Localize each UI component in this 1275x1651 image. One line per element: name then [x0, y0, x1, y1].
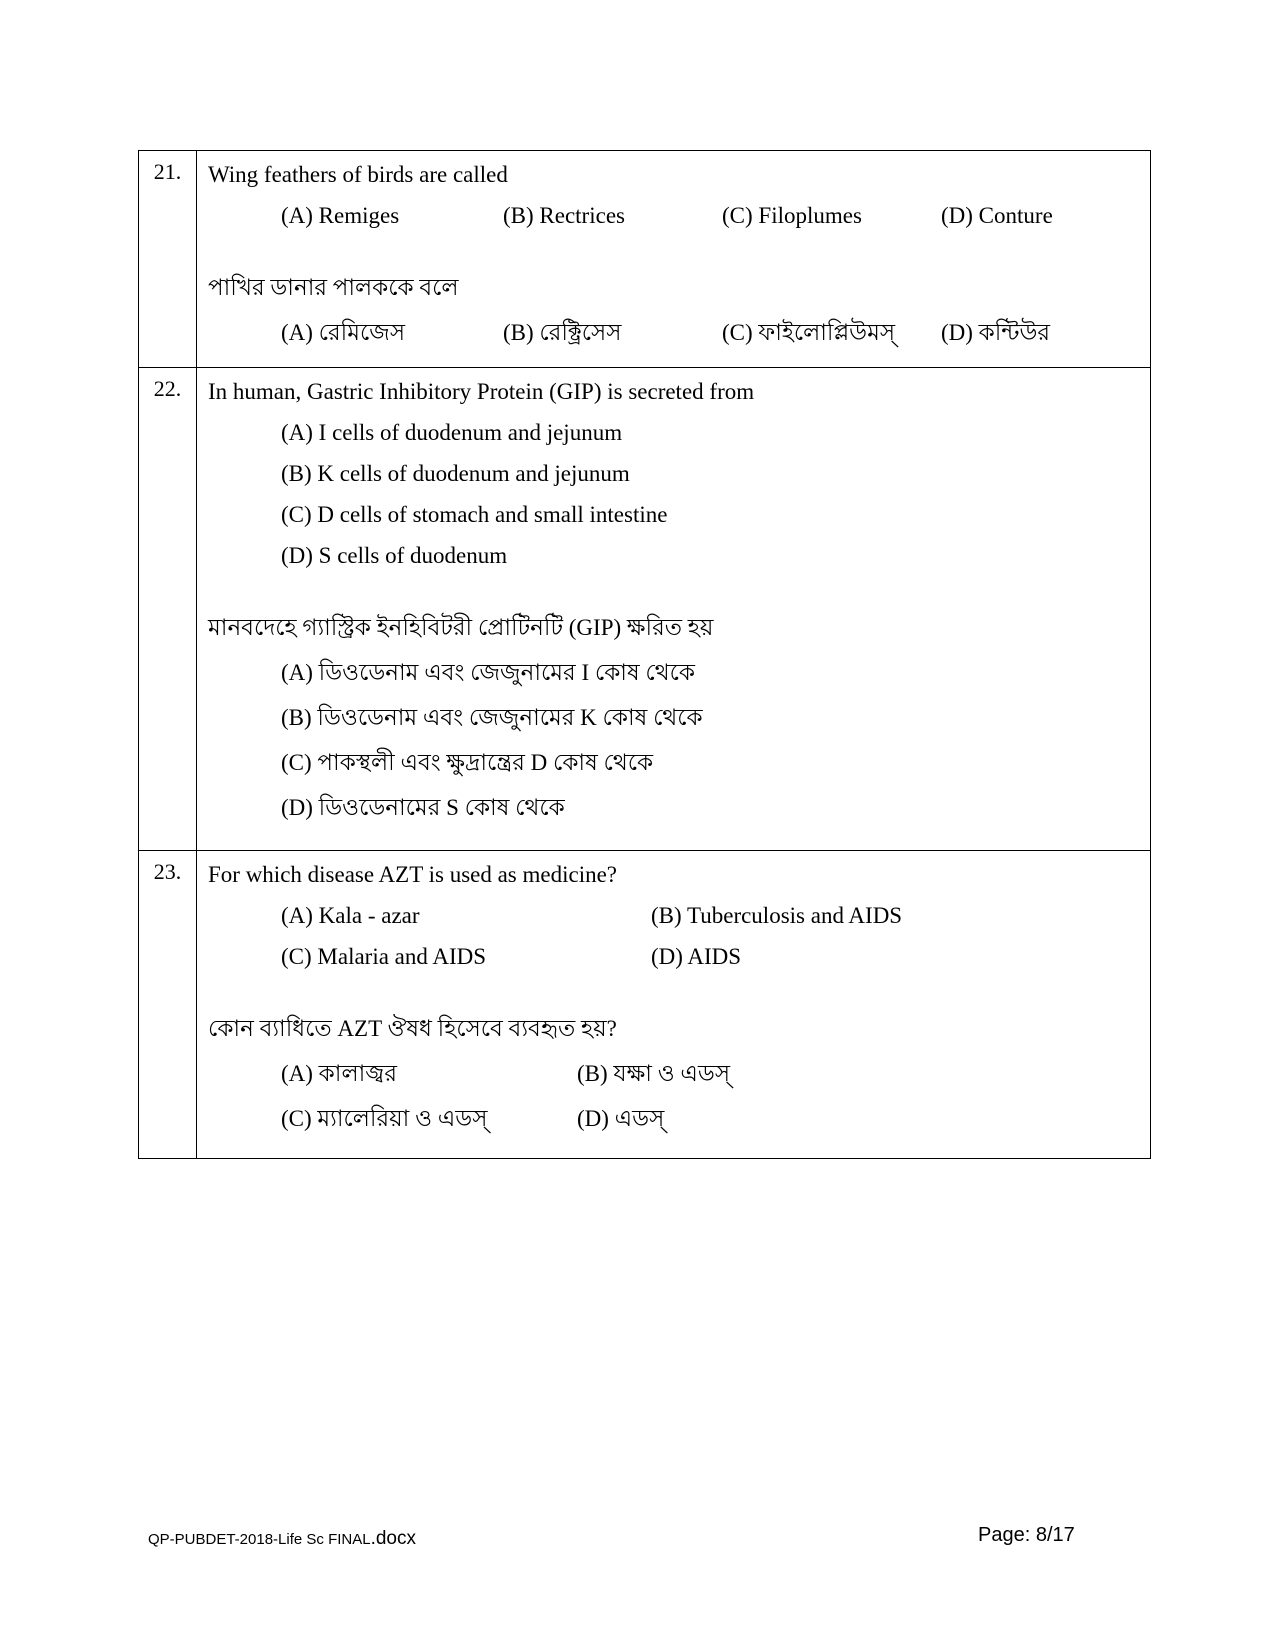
option-a-bn: (A) ডিওডেনাম এবং জেজুনামের I কোষ থেকে: [281, 660, 695, 685]
option-c-en: (C) D cells of stomach and small intestine: [281, 502, 668, 527]
question-number: 23.: [139, 851, 197, 1159]
question-text-bn: মানবদেহে গ্যাস্ট্রিক ইনহিবিটরী প্রোটিনটি (GIP) ক্ষরিত হয়: [208, 615, 714, 640]
option-a-bn: (A) রেমিজেস: [281, 320, 406, 345]
question-text-en: In human, Gastric Inhibitory Protein (GIP) is secreted from: [208, 379, 755, 404]
question-row: [139, 368, 1151, 851]
options-en-row2: [208, 941, 1150, 973]
option-b-en: (B) Rectrices: [503, 203, 625, 228]
question-row: [139, 851, 1151, 1159]
option-b-bn: (B) রেক্ট্রিসেস: [503, 320, 622, 345]
option-d-en: (D) AIDS: [651, 944, 742, 969]
question-number: 22.: [139, 368, 197, 851]
option-c-bn: (C) ফাইলোপ্লিউমস্: [722, 320, 896, 345]
option-b-en: (B) Tuberculosis and AIDS: [651, 903, 903, 928]
question-text-bn: পাখির ডানার পালককে বলে: [208, 275, 459, 300]
question-body: [197, 368, 1151, 851]
question-row: [139, 151, 1151, 368]
footer-filename-ext: .docx: [370, 1528, 416, 1549]
footer-filename-base: QP-PUBDET-2018-Life Sc FINAL: [148, 1531, 371, 1548]
options-bn-row1: [208, 1058, 1150, 1090]
option-c-bn: (C) পাকস্থলী এবং ক্ষুদ্রান্ত্রের D কোষ থেকে: [281, 750, 654, 775]
option-b-en: (B) K cells of duodenum and jejunum: [281, 461, 630, 486]
footer-page-number: Page: 8/17: [978, 1524, 1075, 1546]
option-d-bn: (D) এডস্: [577, 1106, 665, 1131]
option-d-bn: (D) কন্টিউর: [941, 320, 1051, 345]
option-c-en: (C) Malaria and AIDS: [281, 944, 487, 969]
option-d-en: (D) Conture: [941, 203, 1053, 228]
question-body: [197, 851, 1151, 1159]
option-a-en: (A) I cells of duodenum and jejunum: [281, 420, 623, 445]
option-a-bn: (A) কালাজ্বর: [281, 1061, 397, 1086]
option-a-en: (A) Kala - azar: [281, 903, 420, 928]
options-bn: [208, 317, 1150, 349]
option-d-bn: (D) ডিওডেনামের S কোষ থেকে: [281, 795, 565, 820]
question-text-bn: কোন ব্যাধিতে AZT ঔষধ হিসেবে ব্যবহৃত হয়?: [208, 1016, 617, 1041]
option-a-en: (A) Remiges: [281, 203, 400, 228]
option-d-en: (D) S cells of duodenum: [281, 543, 508, 568]
footer-filename: [148, 1528, 416, 1550]
question-text-en: Wing feathers of birds are called: [208, 162, 508, 187]
options-en: [208, 200, 1150, 232]
option-b-bn: (B) ডিওডেনাম এবং জেজুনামের K কোষ থেকে: [281, 705, 703, 730]
question-number: 21.: [139, 151, 197, 368]
option-c-bn: (C) ম্যালেরিয়া ও এডস্: [281, 1106, 488, 1131]
question-text-en: For which disease AZT is used as medicine?: [208, 862, 618, 887]
options-bn-row2: [208, 1103, 1150, 1135]
option-c-en: (C) Filoplumes: [722, 203, 862, 228]
options-en-row1: [208, 900, 1150, 932]
question-body: [197, 151, 1151, 368]
question-table: [138, 150, 1151, 1159]
option-b-bn: (B) যক্ষা ও এডস্: [577, 1061, 731, 1086]
